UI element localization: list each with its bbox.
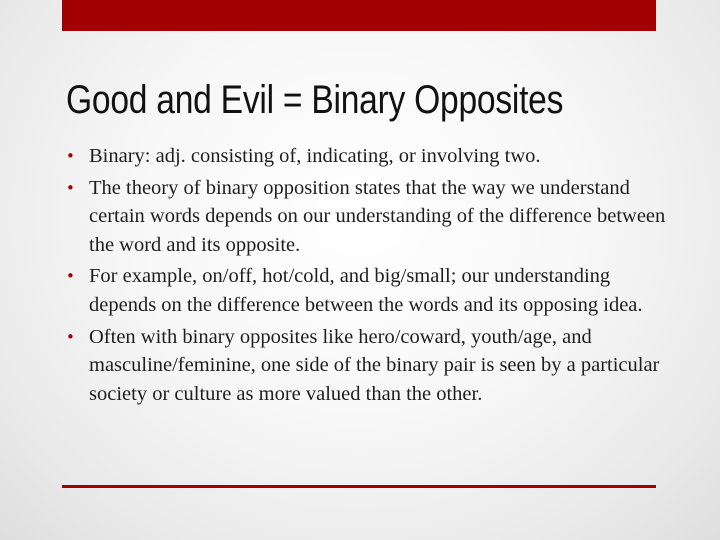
slide-title: Good and Evil = Binary Opposites [66, 78, 564, 122]
bullet-item-theory [66, 174, 666, 260]
bullet-list [66, 142, 666, 411]
bullet-item-definition [66, 142, 666, 171]
bullet-dot-icon: • [66, 178, 75, 197]
top-accent-bar [62, 0, 656, 31]
bullet-item-example [66, 262, 666, 319]
bullet-dot-icon: • [66, 267, 75, 286]
bullet-text: Often with binary opposites like hero/coward, youth/age, and masculine/feminine, one side of the binary pair is seen by a particular society or culture as more valued than the other. [89, 325, 660, 405]
bullet-text: For example, on/off, hot/cold, and big/small; our understanding depends on the difference between the words and its opposing idea. [89, 265, 643, 316]
bottom-divider [62, 485, 656, 488]
bullet-dot-icon: • [66, 327, 75, 346]
bullet-text: The theory of binary opposition states that the way we understand certain words depends on our understanding of the difference between the word and its opposite. [89, 176, 666, 256]
bullet-dot-icon: • [66, 147, 75, 165]
bullet-item-valued [66, 323, 666, 409]
bullet-text: Binary: adj. consisting of, indicating, or involving two. [89, 145, 541, 167]
